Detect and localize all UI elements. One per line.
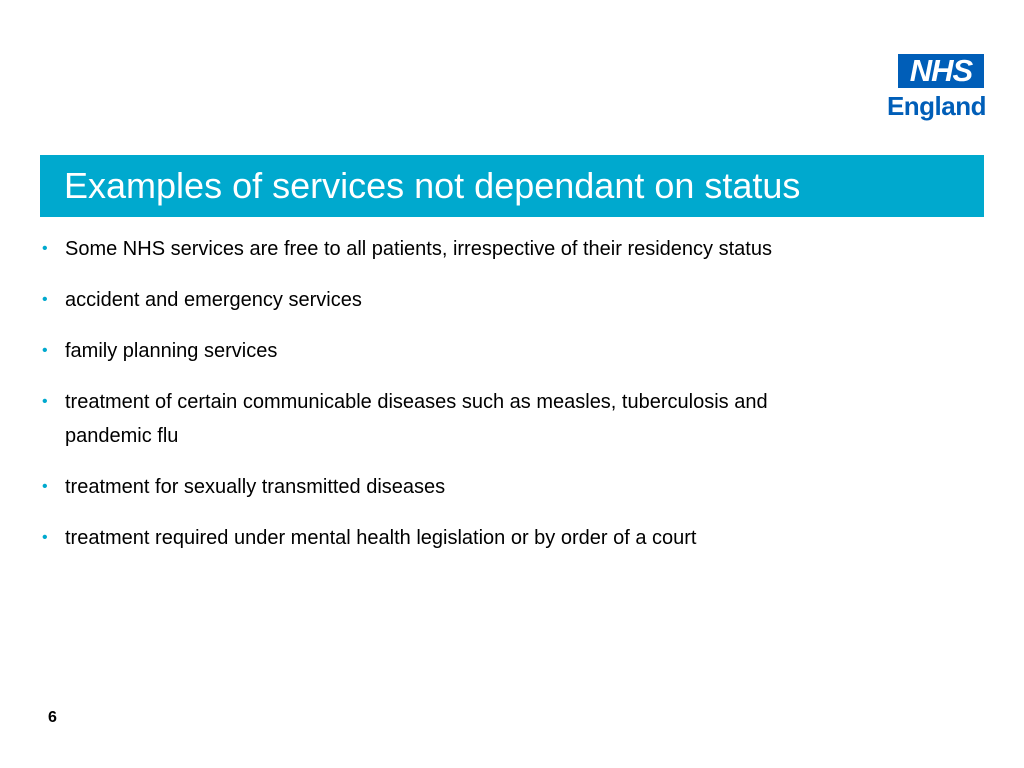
- bullet-item: [40, 521, 840, 555]
- bullet-item: [40, 232, 840, 266]
- bullet-text: treatment for sexually transmitted diseases: [65, 476, 446, 498]
- bullet-item: [40, 470, 840, 504]
- england-logo-text: England: [886, 91, 986, 121]
- bullet-icon: •: [42, 529, 48, 546]
- bullet-item: [40, 334, 840, 368]
- page-number: 6: [48, 709, 57, 726]
- bullet-text: accident and emergency services: [65, 289, 362, 311]
- bullet-text: Some NHS services are free to all patients, irrespective of their residency status: [65, 238, 772, 260]
- slide-title: Examples of services not dependant on status: [64, 165, 801, 206]
- bullet-text: family planning services: [65, 340, 278, 362]
- bullet-icon: •: [42, 342, 48, 359]
- bullet-icon: •: [42, 291, 48, 308]
- title-bar: [40, 155, 984, 217]
- nhs-logo-text: NHS: [909, 53, 973, 88]
- bullet-text: treatment of certain communicable diseases such as measles, tuberculosis and pandemic flu: [65, 391, 768, 447]
- bullet-item: [40, 385, 840, 453]
- bullet-item: [40, 283, 840, 317]
- bullet-icon: •: [42, 240, 48, 257]
- bullet-list: [40, 232, 840, 572]
- bullet-icon: •: [42, 478, 48, 495]
- nhs-logo-box: [898, 54, 984, 88]
- nhs-england-logo: [874, 54, 986, 122]
- bullet-text: treatment required under mental health legislation or by order of a court: [65, 527, 697, 549]
- bullet-icon: •: [42, 393, 48, 410]
